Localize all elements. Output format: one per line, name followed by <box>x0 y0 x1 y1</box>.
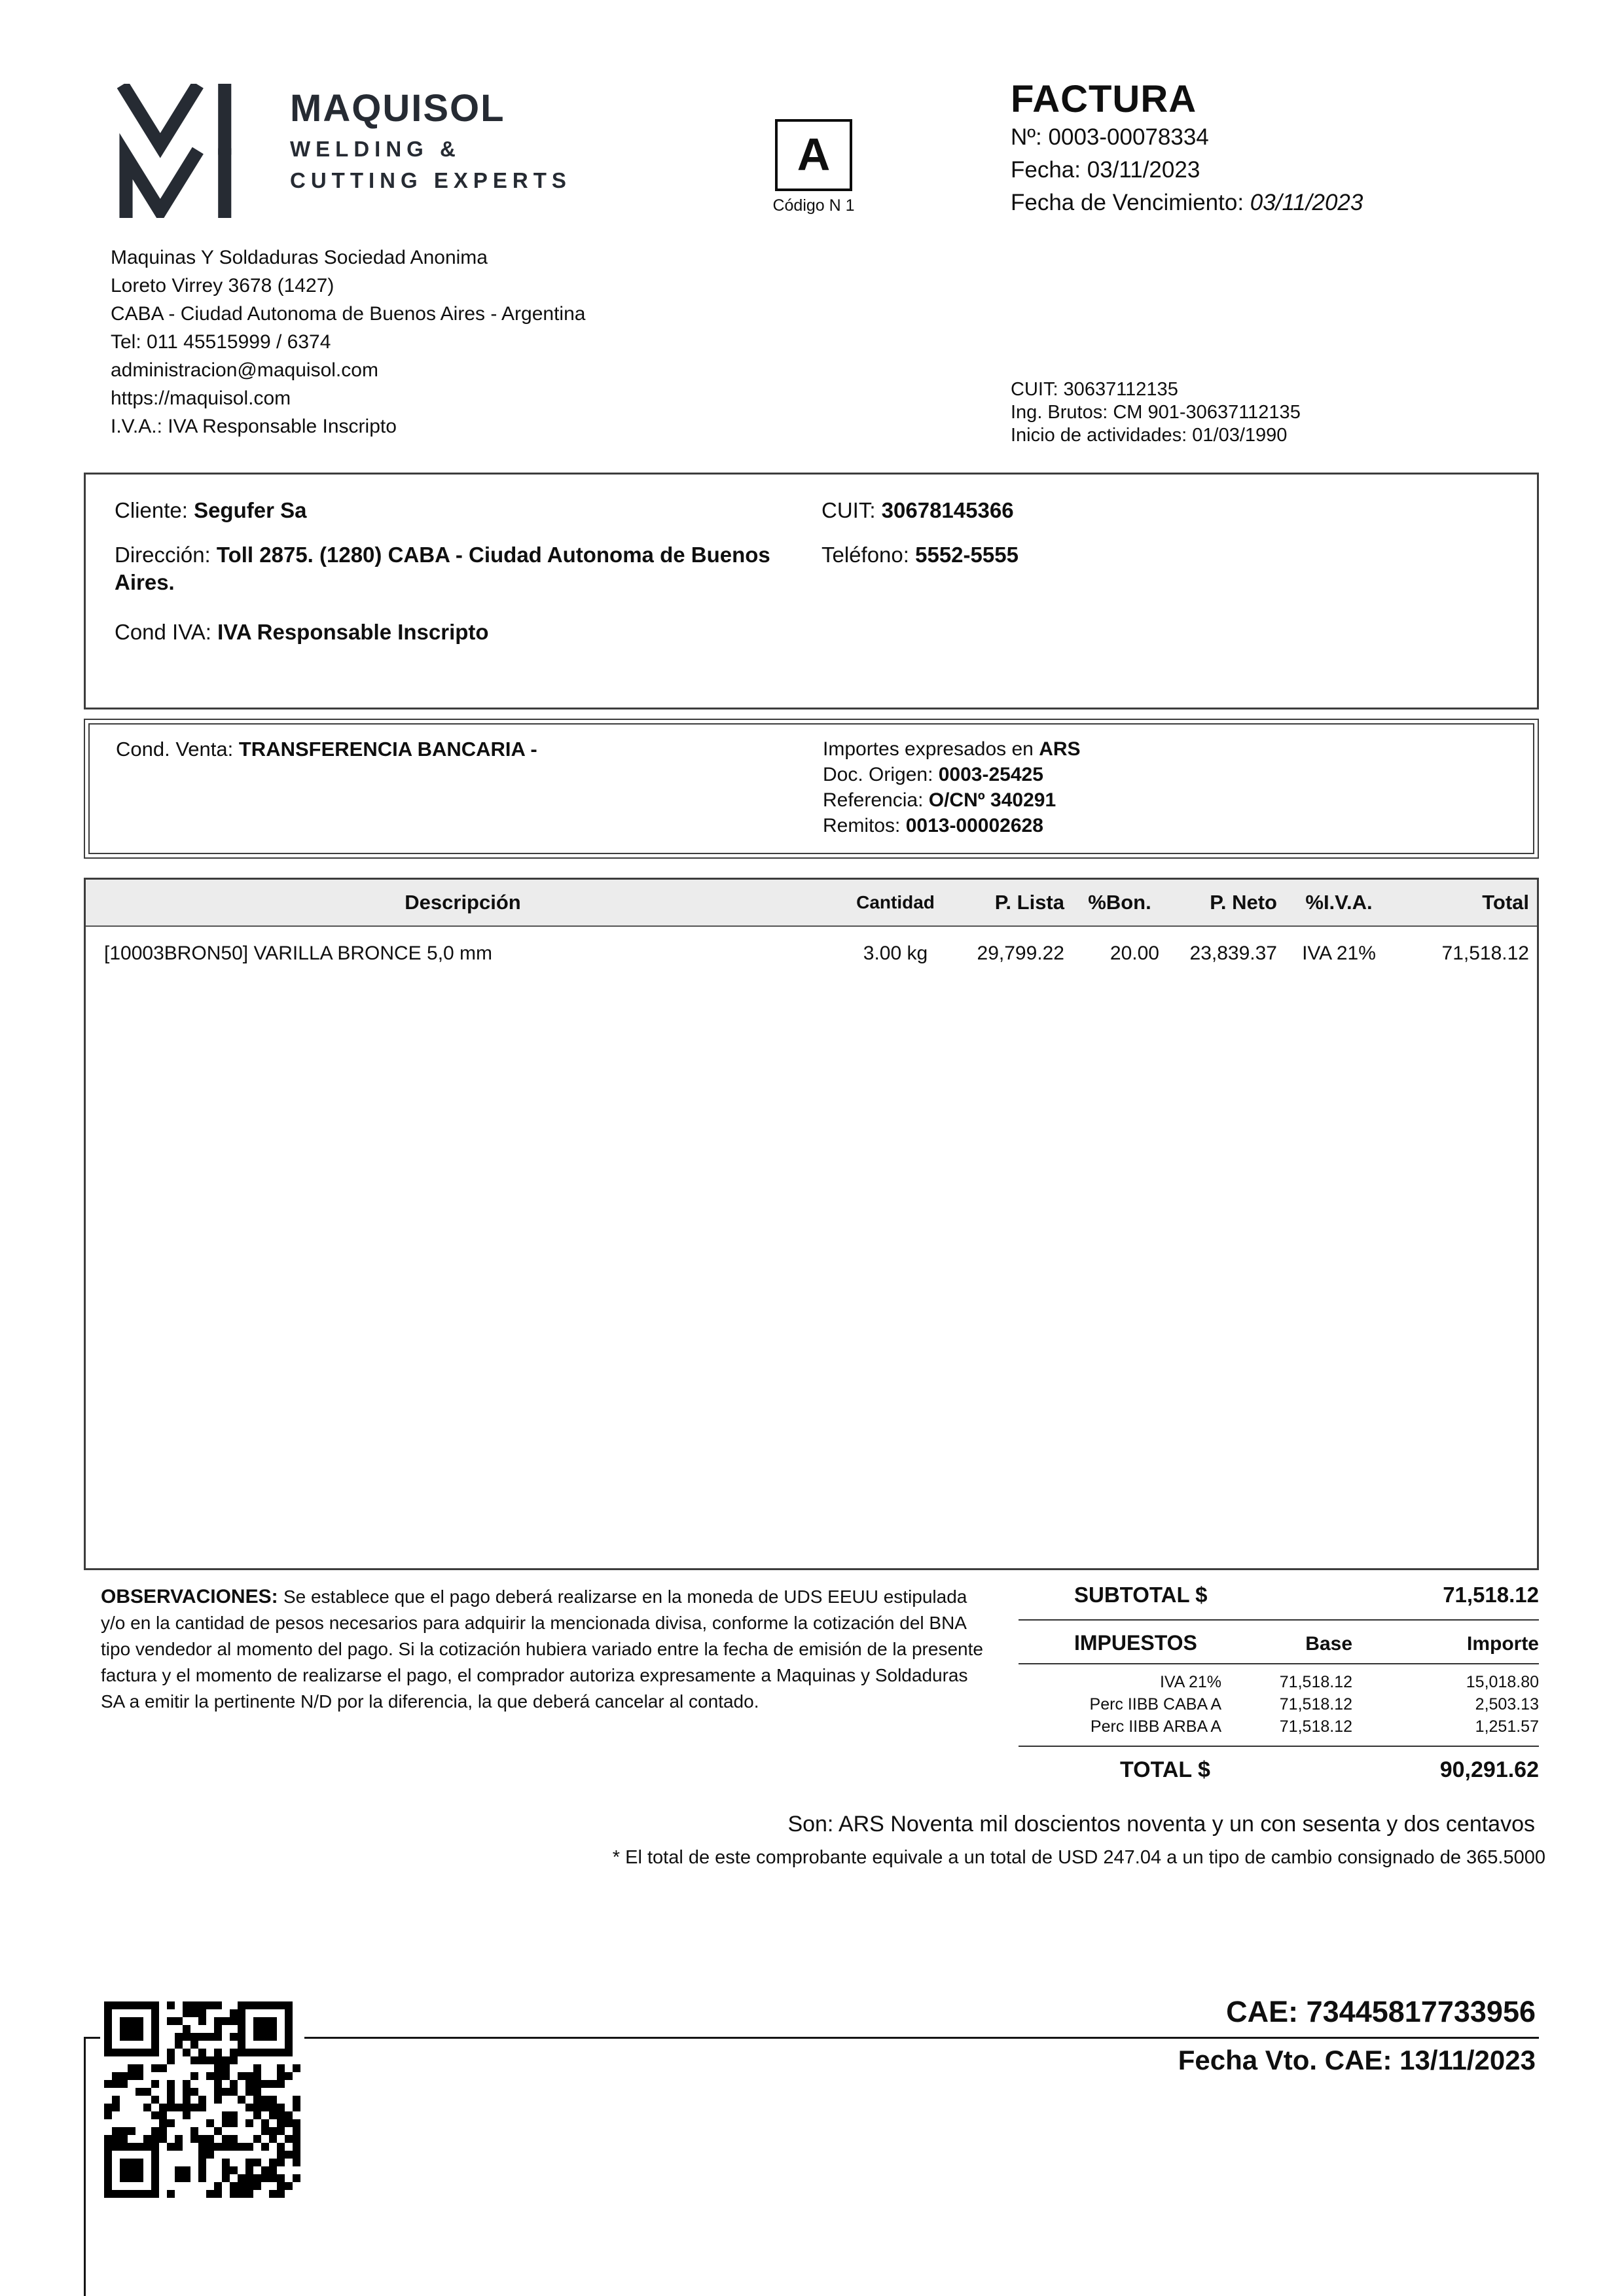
client-name-value: Segufer Sa <box>194 498 307 522</box>
client-address-label: Dirección: <box>115 543 217 567</box>
invoice-due-label: Fecha de Vencimiento: <box>1011 190 1244 215</box>
remitos-value: 0013-00002628 <box>905 815 1043 836</box>
item-total: 71,518.12 <box>1441 942 1529 964</box>
client-cuit-label: CUIT: <box>821 498 882 522</box>
tax-base: 71,518.12 <box>1279 1717 1352 1736</box>
invoice-due-value: 03/11/2023 <box>1244 190 1363 215</box>
header-cantidad: Cantidad <box>856 892 935 912</box>
invoice-due-date <box>1011 187 1363 219</box>
company-city-line: CABA - Ciudad Autonoma de Buenos Aires - Argentina <box>111 303 586 325</box>
client-address-value: Toll 2875. (1280) CABA - Ciudad Autonoma de Buenos Aires. <box>115 543 770 594</box>
referencia-value: O/CNº 340291 <box>928 789 1056 811</box>
client-box-right <box>821 497 1508 685</box>
header-bonificacion: %Bon. <box>1088 891 1151 914</box>
tax-name: Perc IIBB CABA A <box>1089 1695 1221 1713</box>
total-row <box>1019 1747 1539 1783</box>
item-bonificacion: 20.00 <box>1110 942 1159 964</box>
tax-base: 71,518.12 <box>1279 1695 1352 1713</box>
base-label: Base <box>1305 1633 1352 1655</box>
client-box-left <box>115 497 821 685</box>
total-label: TOTAL $ <box>1120 1757 1210 1782</box>
sale-conditions-box <box>84 719 1539 859</box>
client-phone <box>821 541 1508 569</box>
tax-row <box>1019 1693 1539 1715</box>
subtotal-value: 71,518.12 <box>1443 1583 1539 1607</box>
client-name-label: Cliente: <box>115 498 194 522</box>
totals-panel <box>1019 1579 1539 1783</box>
item-p-lista: 29,799.22 <box>977 942 1064 964</box>
remitos-label: Remitos: <box>823 815 906 836</box>
company-iva-line: I.V.A.: IVA Responsable Inscripto <box>111 416 397 437</box>
company-address-line: Loreto Virrey 3678 (1427) <box>111 275 334 296</box>
item-descripcion: [10003BRON50] VARILLA BRONCE 5,0 mm <box>104 942 493 964</box>
remitos <box>823 813 1507 838</box>
client-iva-condition <box>115 619 821 646</box>
tax-rows <box>1019 1664 1539 1746</box>
tax-name: Perc IIBB ARBA A <box>1090 1717 1221 1736</box>
tax-row <box>1019 1715 1539 1738</box>
currency-note-label: Importes expresados en <box>823 738 1039 760</box>
sale-conditions-inner <box>88 723 1534 854</box>
invoice-type-block <box>765 119 863 215</box>
invoice-number: Nº: 0003-00078334 <box>1011 124 1209 150</box>
doc-origen <box>823 762 1507 787</box>
company-cuit: CUIT: 30637112135 <box>1011 379 1178 400</box>
impuestos-header <box>1019 1621 1539 1663</box>
observations-label: OBSERVACIONES: <box>101 1586 283 1607</box>
total-value: 90,291.62 <box>1439 1757 1539 1782</box>
tax-row <box>1019 1671 1539 1693</box>
sale-condition <box>116 736 823 841</box>
doc-origen-label: Doc. Origen: <box>823 764 939 785</box>
sale-references <box>823 736 1507 841</box>
invoice-type-caption: Código N 1 <box>772 196 855 215</box>
cae-number: CAE: 73445817733956 <box>1226 1995 1536 2028</box>
client-name <box>115 497 821 524</box>
item-iva: IVA 21% <box>1302 942 1376 964</box>
company-fiscal-info <box>1011 378 1301 447</box>
company-email-line: administracion@maquisol.com <box>111 359 378 381</box>
company-info <box>111 243 585 440</box>
company-website-line: https://maquisol.com <box>111 387 291 409</box>
header-p-neto: P. Neto <box>1210 891 1277 914</box>
qr-code <box>100 1998 304 2202</box>
invoice-head <box>1011 77 1363 219</box>
client-iva-label: Cond IVA: <box>115 620 218 644</box>
importe-label: Importe <box>1466 1633 1539 1655</box>
client-phone-label: Teléfono: <box>821 543 916 567</box>
company-name-line: Maquinas Y Soldaduras Sociedad Anonima <box>111 247 488 268</box>
client-box <box>84 473 1539 709</box>
logo-name: MAQUISOL <box>290 87 505 130</box>
header-p-lista: P. Lista <box>994 891 1064 914</box>
tax-importe: 1,251.57 <box>1475 1717 1539 1736</box>
company-phone-line: Tel: 011 45515999 / 6374 <box>111 331 331 353</box>
subtotal-row <box>1019 1579 1539 1619</box>
client-cuit-value: 30678145366 <box>881 498 1014 522</box>
doc-origen-value: 0003-25425 <box>938 764 1043 785</box>
company-ing-brutos: Ing. Brutos: CM 901-30637112135 <box>1011 402 1301 423</box>
company-logo <box>111 84 571 218</box>
client-iva-value: IVA Responsable Inscripto <box>217 620 489 644</box>
tax-name: IVA 21% <box>1159 1673 1221 1691</box>
maquisol-logo-mark <box>111 84 268 218</box>
subtotal-label: SUBTOTAL $ <box>1074 1583 1208 1607</box>
currency-note-value: ARS <box>1039 738 1081 760</box>
observations-text: Se establece que el pago deberá realizarse en la moneda de UDS EEUU estipulada y/o en la cantidad de pesos necesarios para adquirir la mencionada divisa, conforme la cotización del BNA tipo vendedor al momento del pago. Si la cotización hubiera variado entre la fecha de emisión de la presente factura y el momento de realizarse el pago, el comprador autoriza expresamente a Maquinas y Soldaduras SA a emitir la pertinente N/D por la diferencia, la que deberá cancelar al contado. <box>101 1587 983 1712</box>
observations <box>84 1579 994 1715</box>
bottom-section <box>84 1579 1539 1783</box>
item-row <box>86 927 1537 965</box>
header-descripcion: Descripción <box>405 891 521 914</box>
impuestos-label: IMPUESTOS <box>1074 1631 1197 1655</box>
referencia <box>823 787 1507 813</box>
invoice-type-letter: A <box>775 119 852 191</box>
logo-text <box>290 84 571 218</box>
item-cantidad: 3.00 kg <box>863 942 928 964</box>
cae-due-date: Fecha Vto. CAE: 13/11/2023 <box>1178 2045 1536 2075</box>
company-inicio-actividades: Inicio de actividades: 01/03/1990 <box>1011 425 1288 446</box>
amounts-currency-note <box>823 736 1507 762</box>
client-cuit <box>821 497 1508 524</box>
client-address <box>115 541 821 596</box>
items-table-header <box>86 880 1537 927</box>
tax-importe: 15,018.80 <box>1466 1673 1539 1691</box>
qr-code-modules <box>104 2001 300 2198</box>
logo-tagline-line1: WELDING & <box>290 137 461 161</box>
amount-in-words: Son: ARS Noventa mil doscientos noventa y un con sesenta y dos centavos <box>787 1812 1535 1837</box>
logo-tagline-line2: CUTTING EXPERTS <box>290 168 571 192</box>
items-table <box>84 878 1539 1570</box>
invoice-date: Fecha: 03/11/2023 <box>1011 157 1200 183</box>
invoice-title: FACTURA <box>1011 78 1197 120</box>
referencia-label: Referencia: <box>823 789 929 811</box>
header-iva: %I.V.A. <box>1305 891 1373 914</box>
tax-importe: 2,503.13 <box>1475 1695 1539 1713</box>
usd-equivalent-note: * El total de este comprobante equivale a un total de USD 247.04 a un tipo de cambio consignado de 365.5000 <box>612 1847 1545 1868</box>
tax-base: 71,518.12 <box>1279 1673 1352 1691</box>
sale-condition-value: TRANSFERENCIA BANCARIA - <box>238 738 537 761</box>
header-total: Total <box>1482 891 1529 914</box>
item-p-neto: 23,839.37 <box>1189 942 1277 964</box>
client-phone-value: 5552-5555 <box>915 543 1019 567</box>
sale-condition-label: Cond. Venta: <box>116 738 239 761</box>
